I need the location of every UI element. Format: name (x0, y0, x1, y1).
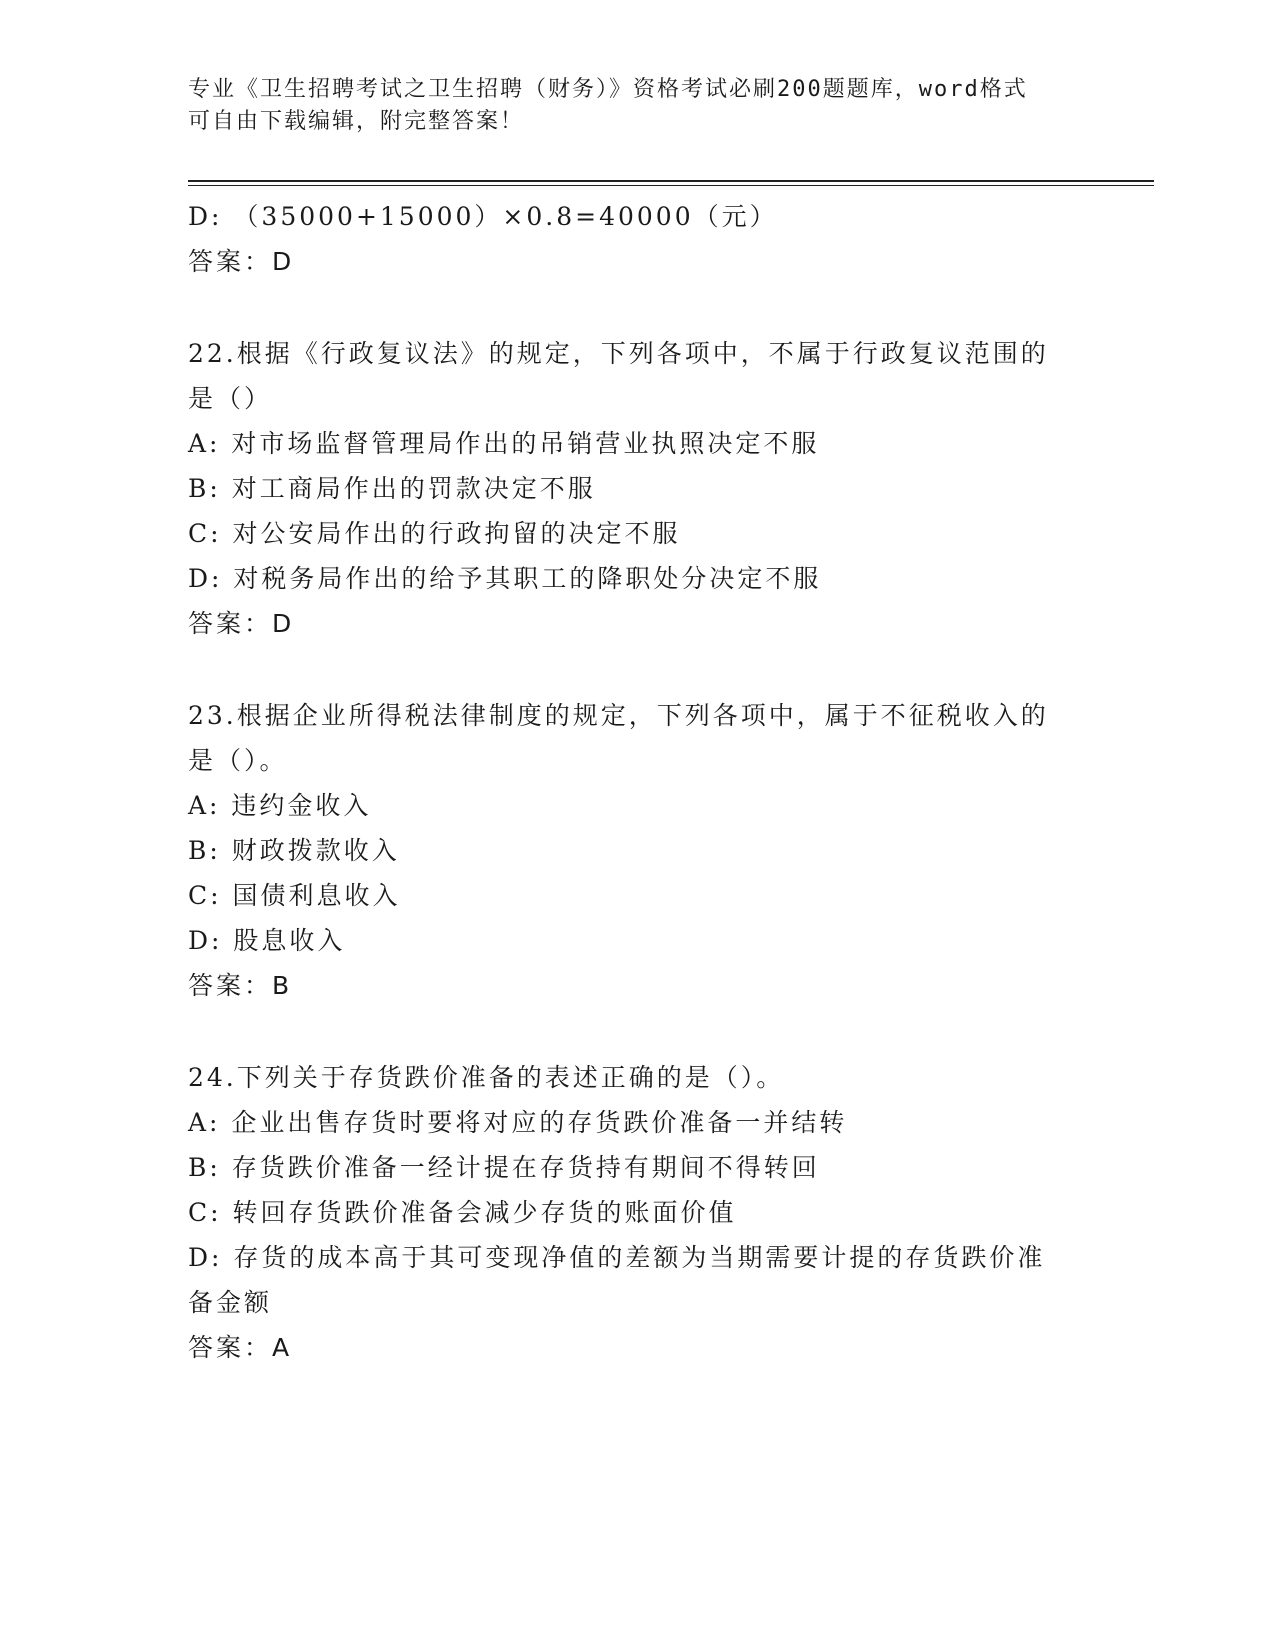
question-content (188, 194, 1088, 1370)
header-line-2: 可自由下载编辑，附完整答案！ (188, 109, 525, 134)
option-a: A: 对市场监督管理局作出的吊销营业执照决定不服 (188, 429, 820, 458)
question-22 (188, 331, 1088, 646)
option-c: C: 国债利息收入 (188, 881, 401, 910)
answer-line: 答案：A (188, 1333, 293, 1362)
option-d: D: 对税务局作出的给予其职工的降职处分决定不服 (188, 564, 822, 593)
question-stem: 24.下列关于存货跌价准备的表述正确的是（）。 (188, 1063, 785, 1092)
option-b: B: 财政拨款收入 (188, 836, 400, 865)
option-c: C: 对公安局作出的行政拘留的决定不服 (188, 519, 681, 548)
question-stem: 22.根据《行政复议法》的规定，下列各项中，不属于行政复议范围的 (188, 339, 1049, 368)
header-line-1: 专业《卫生招聘考试之卫生招聘（财务）》资格考试必刷200题题库，word格式 (188, 77, 1028, 102)
header-rule-thick (188, 180, 1154, 182)
header-rule-thin (188, 185, 1154, 186)
question-23 (188, 693, 1088, 1008)
document-header (188, 74, 1088, 138)
option-d: D: 存货的成本高于其可变现净值的差额为当期需要计提的存货跌价准 (188, 1243, 1046, 1272)
answer-line: 答案：B (188, 971, 293, 1000)
option-d: D: （35000+15000）×0.8=40000（元） (188, 202, 778, 231)
question-stem-continued: 是（） (188, 384, 273, 413)
question-stem: 23.根据企业所得税法律制度的规定，下列各项中，属于不征税收入的 (188, 701, 1049, 730)
option-b: B: 存货跌价准备一经计提在存货持有期间不得转回 (188, 1153, 820, 1182)
question-24 (188, 1055, 1088, 1370)
option-a: A: 违约金收入 (188, 791, 372, 820)
question-stem-continued: 是（）。 (188, 746, 288, 775)
answer-line: 答案：D (188, 609, 295, 638)
option-d-continued: 备金额 (188, 1288, 273, 1317)
option-c: C: 转回存货跌价准备会减少存货的账面价值 (188, 1198, 737, 1227)
option-d: D: 股息收入 (188, 926, 346, 955)
option-b: B: 对工商局作出的罚款决定不服 (188, 474, 596, 503)
answer-line: 答案：D (188, 247, 295, 276)
option-a: A: 企业出售存货时要将对应的存货跌价准备一并结转 (188, 1108, 848, 1137)
